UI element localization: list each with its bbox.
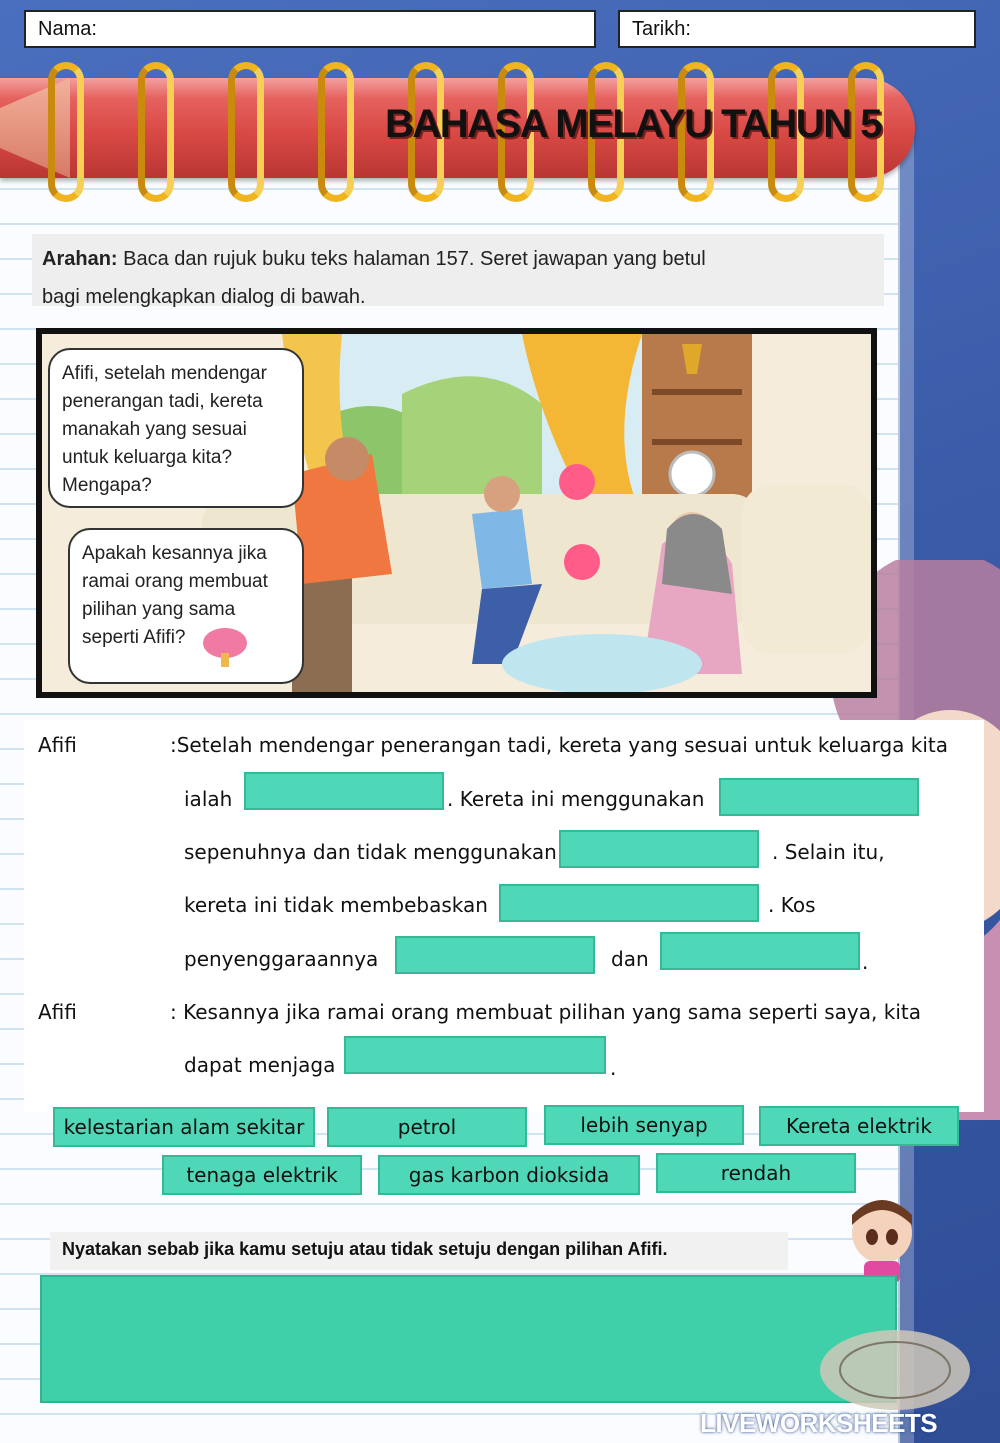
bubble2-line: Apakah kesannya jika	[82, 543, 267, 564]
word-chip[interactable]: lebih senyap	[544, 1105, 744, 1145]
bubble2-line: ramai orang membuat	[82, 571, 268, 592]
brain-icon	[200, 625, 250, 670]
answer-blank-4[interactable]	[499, 884, 759, 922]
word-chip[interactable]: tenaga elektrik	[162, 1155, 362, 1195]
answer-blank-5[interactable]	[395, 936, 595, 974]
dialog-text: dapat menjaga	[184, 1053, 336, 1077]
word-chip[interactable]: Kereta elektrik	[759, 1106, 959, 1146]
bubble1-line: manakah yang sesuai	[62, 419, 247, 440]
dialog-line: : Kesannya jika ramai orang membuat pilihan yang sama seperti saya, kita	[170, 1000, 921, 1024]
answer-textbox[interactable]	[40, 1275, 897, 1403]
instruction-label: Arahan:	[42, 248, 118, 270]
dialog-text: . Selain itu,	[772, 840, 885, 864]
dialog-text: penyenggaraannya	[184, 947, 379, 971]
dialog-text: . Kereta ini menggunakan	[447, 787, 705, 811]
coil-ring	[318, 62, 354, 202]
word-chip[interactable]: gas karbon dioksida	[378, 1155, 640, 1195]
coil-ring	[228, 62, 264, 202]
name-field[interactable]	[24, 10, 596, 48]
dialog-text: . Kos	[768, 893, 816, 917]
bubble1-line: penerangan tadi, kereta	[62, 391, 263, 412]
bubble1-line: Mengapa?	[62, 475, 152, 496]
page-title: BAHASA MELAYU TAHUN 5	[385, 102, 881, 146]
bubble2-line: pilihan yang sama	[82, 599, 236, 620]
dialog-text: ialah	[184, 787, 233, 811]
bubble1-line: Afifi, setelah mendengar	[62, 363, 267, 384]
answer-blank-6[interactable]	[660, 932, 860, 970]
date-label: Tarikh:	[632, 18, 691, 40]
speech-bubble-question	[68, 528, 304, 684]
word-chip[interactable]: petrol	[327, 1107, 527, 1147]
dialog-scene-image	[36, 328, 877, 698]
dialog-line: :Setelah mendengar penerangan tadi, kereta yang sesuai untuk keluarga kita	[170, 733, 948, 757]
liveworksheets-logo: LIVEWORKSHEETS	[700, 1408, 938, 1438]
answer-blank-7[interactable]	[344, 1036, 606, 1074]
bubble2-line: seperti Afifi?	[82, 627, 186, 648]
date-field[interactable]	[618, 10, 976, 48]
question-prompt: Nyatakan sebab jika kamu setuju atau tidak setuju dengan pilihan Afifi.	[50, 1232, 788, 1270]
answer-blank-1[interactable]	[244, 772, 444, 810]
coil-ring	[48, 62, 84, 202]
dialog-text: dan	[611, 947, 649, 971]
dialog-text: .	[610, 1056, 617, 1080]
instruction-box	[32, 234, 884, 306]
dialog-text: sepenuhnya dan tidak menggunakan	[184, 840, 557, 864]
dialog-text: .	[862, 950, 869, 974]
instruction-text-2: bagi melengkapkan dialog di bawah.	[42, 286, 366, 308]
speaker-label: Afifi	[38, 1000, 77, 1024]
coil-ring	[138, 62, 174, 202]
speaker-label: Afifi	[38, 733, 77, 757]
author-stamp-illustration	[815, 1320, 975, 1420]
answer-blank-2[interactable]	[719, 778, 919, 816]
instruction-text-1: Baca dan rujuk buku teks halaman 157. Seret jawapan yang betul	[117, 248, 706, 270]
name-label: Nama:	[38, 18, 97, 40]
bubble1-line: untuk keluarga kita?	[62, 447, 233, 468]
word-chip[interactable]: kelestarian alam sekitar	[53, 1107, 315, 1147]
word-chip[interactable]: rendah	[656, 1153, 856, 1193]
answer-blank-3[interactable]	[559, 830, 759, 868]
dialog-text: kereta ini tidak membebaskan	[184, 893, 488, 917]
boy-character-illustration	[842, 1195, 922, 1285]
speech-bubble-father	[48, 348, 304, 508]
